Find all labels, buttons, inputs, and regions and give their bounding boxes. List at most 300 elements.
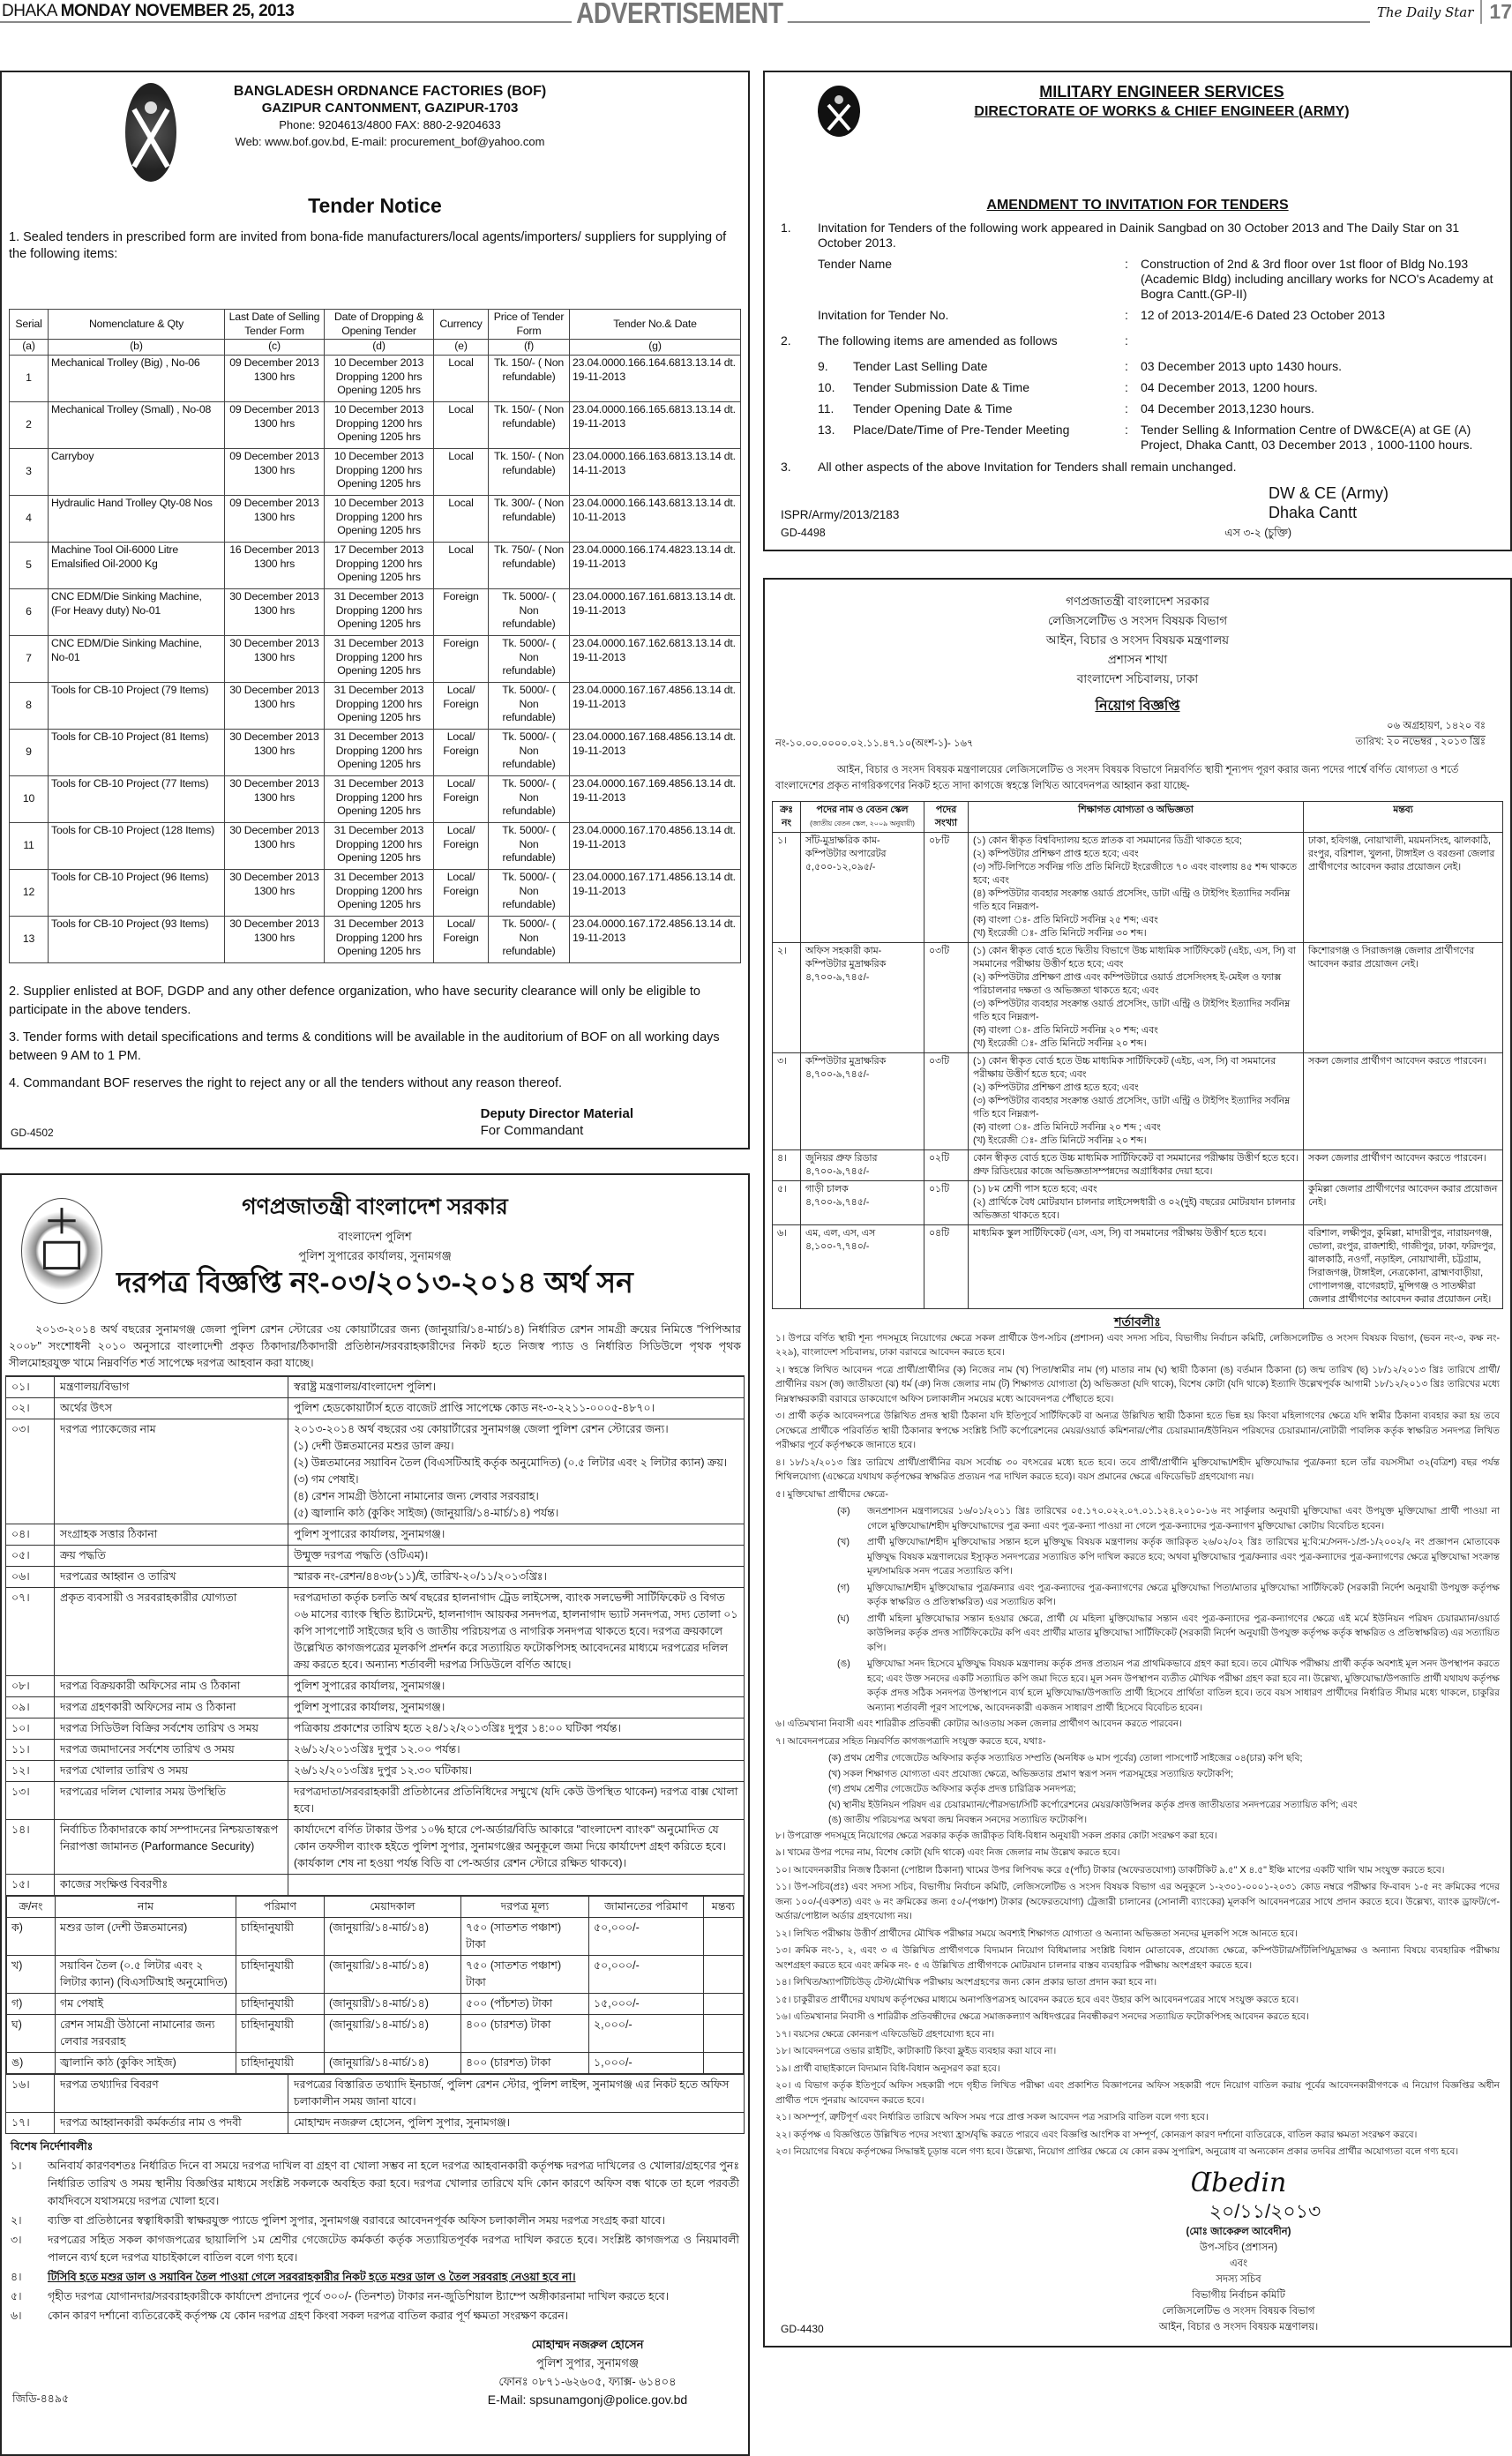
currency-cell: Local: [434, 496, 489, 543]
row-value: [288, 1875, 745, 1896]
amended-items: [781, 359, 1494, 453]
selling-date-cell: 09 December 2013 1300 hrs: [225, 356, 325, 402]
section-title: ADVERTISEMENT: [572, 0, 788, 30]
value-line: পত্রিকায় প্রকাশের তারিখ হতে ২৪/১২/২০১৩খ্রিঃ দুপুর ১৪:০০ ঘটিকা পর্যন্ত।: [294, 1722, 621, 1734]
instruction-item: [11, 2157, 739, 2210]
item-label: Place/Date/Time of Pre-Tender Meeting: [853, 423, 1070, 437]
signatory-line: (মোঃ জাকেরুল আবেদীন): [1186, 2226, 1291, 2237]
row-number: ০৩।: [6, 1419, 55, 1524]
work-summary-table: [6, 1896, 744, 2074]
table-row: [10, 356, 741, 402]
qualification-line: (ক) বাংলা ঃ- প্রতি মিনিটে সর্বনিম্ন ২৫ শব্দ; এবং: [973, 915, 1158, 925]
row-value: [288, 1820, 745, 1875]
item-cell: Machine Tool Oil-6000 Litre Emalsified Oil-2000 Kg: [49, 543, 225, 589]
post-cell: [801, 1181, 924, 1225]
row-label: ক্রয় পদ্ধতি: [55, 1546, 288, 1567]
bof-top: [9, 81, 741, 309]
masthead: [1370, 0, 1512, 24]
serial-cell: ৫।: [773, 1181, 801, 1225]
count-cell: ০৩টি: [924, 943, 969, 1053]
signatory-for: For Commandant: [480, 1123, 584, 1138]
row-label: নির্বাচিত ঠিকাদারকে কার্য সম্পাদনের নিশ্চয়তাস্বরূপ নিরাপত্তা জামানত (Parformance Security): [55, 1820, 288, 1875]
column-letter: (c): [225, 340, 325, 356]
table-row: [6, 1546, 745, 1567]
closing-row: [781, 460, 1494, 475]
row-label: দরপত্র গ্রহণকারী অফিসের নাম ও ঠিকানা: [55, 1697, 288, 1718]
govt-name: গণপ্রজাতন্ত্রী বাংলাদেশ সরকার: [242, 1194, 508, 1219]
table-row: [773, 1181, 1503, 1225]
price-cell: Tk. 5000/- ( Non refundable): [489, 917, 570, 963]
signature-date: ২০/১১/২০১৩: [1209, 2199, 1321, 2222]
opening-date-cell: 31 December 2013 Dropping 1200 hrs Opening 1205 hrs: [325, 636, 434, 683]
selling-date-cell: 30 December 2013 1300 hrs: [225, 683, 325, 730]
cell-name: রেশন সামগ্রী উঠানো নামানোর জন্য লেবার সরবরাহ: [56, 2015, 236, 2053]
tender-no-cell: 23.04.0000.166.174.4823.13.14 dt. 19-11-2013: [570, 543, 741, 589]
colon: :: [1125, 359, 1128, 373]
value-line: (৪) রেশন সামগ্রী উঠানো নামানোর জন্য লেবার সরবরাহ।: [294, 1490, 539, 1502]
row-label: দরপত্রের আহ্বান ও তারিখ: [55, 1567, 288, 1588]
row-label: অর্থের উৎস: [55, 1398, 288, 1419]
qualification-cell: [969, 833, 1304, 943]
dateline: [2, 2, 299, 21]
cell-period: (জানুয়ারি/১৪-মার্চ/১৪): [325, 1918, 461, 1956]
cell-qty: চাহিদানুযায়ী: [236, 2015, 325, 2053]
column-title: পদের সংখ্যা: [934, 805, 958, 828]
column-letter: (g): [570, 340, 741, 356]
condition-item: ২০। এ বিভাগ কর্তৃক ইতিপূর্বে অফিস সহকারী পদে গৃহীত লিখিত পরীক্ষা এবং প্রকাশিত বিজ্ঞাপনের অফিস সহকারী পদে নিয়োগ বাতিল করায় পূর্বের আবেদনকারীগণকে এ নিয়োগ বিজ্ঞপ্তির অধীন প্রার্থীত পদে পুনরায় আবেদন করতে হবে।: [775, 2080, 1500, 2106]
column-header: Nomenclature & Qty: [49, 310, 225, 340]
table-row: [6, 1398, 745, 1419]
column-header: Tender No.& Date: [570, 310, 741, 340]
signatory-line: সদস্য সচিব: [1216, 2273, 1261, 2285]
qualification-line: (খ) ইংরেজী ঃ- প্রতি মিনিটে সর্বনিম্ন ২০ শব্দ।: [973, 1135, 1147, 1146]
condition-item: ১৮। আবেদনপত্রে ওভার রাইটিং, কাটাকাটি কিংবা ফ্লুইড ব্যবহার করা যাবে না।: [775, 2046, 1057, 2056]
para-text: The following items are amended as follows: [818, 333, 1058, 348]
count-cell: ০৩টি: [924, 1053, 969, 1150]
selling-date-cell: 30 December 2013 1300 hrs: [225, 870, 325, 917]
subitem-text: প্রার্থী মুক্তিযোদ্ধা/শহীদ মুক্তিযোদ্ধার সন্তান হলে মুক্তিযুদ্ধ বিষয়ক মন্ত্রণালয় কর্তৃক জারিকৃত ২৬/০২/০২ খ্রিঃ তারিখের মু:বি:ম:/সনদ-১/প্র-১/২০০২/২ নং প্রজ্ঞাপন মোতাবেক মুক্তিযুদ্ধ বিষয়ক মন্ত্রণালয়ের ইস্যুকৃত সনদপত্রের সত্যায়িত কপি দাখিল করতে হবে; অথবা মুক্তিযোদ্ধার পুত্র/কন্যার এবং পুত্র-কন্যাদের পুত্র-কন্যাগণের ক্ষেত্রে মুক্তিযোদ্ধা সংক্রান্ত মূল/সাময়িক সনদ পত্রের সত্যায়িত কপি।: [867, 1537, 1500, 1576]
instruction-text: টিসিবি হতে মশুর ডাল ও সয়াবিন তৈল পাওয়া গেলে সরবরাহকারীর নিকট হতে মশুর ডাল ও তৈল সরবরাহ নেওয়া হবে না।: [48, 2271, 576, 2283]
serial-cell: 9: [10, 730, 49, 776]
selling-date-cell: 09 December 2013 1300 hrs: [225, 402, 325, 449]
value-line: পুলিশ সুপারের কার্যালয়, সুনামগঞ্জ।: [294, 1680, 445, 1692]
table-row: [6, 2113, 745, 2134]
table-row: [7, 1956, 744, 1994]
condition-item: ২১। অসম্পূর্ণ, ত্রুটিপূর্ণ এবং নির্ধারিত তারিখে অফিস সময় পরে প্রাপ্ত সকল আবেদন পত্র সরাসরি বাতিল বলে গণ্য হবে।: [775, 2112, 1209, 2123]
subitem-key: (ঙ): [837, 1659, 850, 1669]
right-column: [763, 71, 1512, 2347]
row-value: [288, 1398, 745, 1419]
table-row: [10, 543, 741, 589]
column-title: শিক্ষাগত যোগ্যতা ও অভিজ্ঞতা: [1078, 805, 1194, 815]
signatory-name: মোহাম্মদ নজরুল হোসেন: [531, 2338, 644, 2351]
row-number: ১৬।: [6, 2075, 55, 2113]
condition-subitem: [775, 1535, 1500, 1579]
serial-cell: ২।: [773, 943, 801, 1053]
row-number: ১২।: [6, 1761, 55, 1782]
cell-name: সয়াবিন তৈল (০.৫ লিটার এবং ২ লিটার ক্যান) (বিএসটিআই অনুমোদিত): [56, 1956, 236, 1994]
instruction-text: গৃহীত দরপত্র যোগানদার/সরবরাহকারীকে কার্যাদেশ প্রদানের পূর্বে ৩০০/- (তিনশত) টাকার নন-জুডিশিয়াল ষ্ট্যাম্পে অঙ্গীকারনামা দাখিল করতে হবে।: [48, 2290, 670, 2302]
signatory-title: পুলিশ সুপার, সুনামগঞ্জ: [535, 2356, 640, 2370]
amended-item: [781, 423, 1494, 453]
value-line: দরপত্রদাতা কর্তৃক চলতি অর্থ বছরের হালনাগাদ ট্রেড লাইসেন্স, ব্যাংক সলভেন্সী সার্টিফিকেট ও বিগত ০৬ মাসের ব্যাংক স্থিতি ষ্ট্যাটমেন্ট, হালনাগাদ আয়কর সনদপত্র, হালনাগাদ ভ্যাট সনদপত্র, সদ্য তোলা ০১ কপি সাপপোর্ট সাইজের ছবি ও জাতীয় পরিচয়পত্র ও নাগরিক সনদপত্র থাকতে হবে। দরপত্র ক্রয়কালে উল্লেখিত কাগজপত্রের মূলকপি প্রদর্শন করে সত্যায়িত ফটোকপিসহ আবেদনের মাধ্যমে দরপত্রের দলিল ক্রয় করতে হবে। অন্যান্য শর্তাবলী দরপত্র সিডিউলে বর্ণিত আছে।: [294, 1591, 738, 1671]
row-value: [288, 1524, 745, 1546]
cell-deposit: ২,০০০/-: [589, 2015, 704, 2053]
table-row: [773, 833, 1503, 943]
row-label: দরপত্র সিডিউল বিক্রির সর্বশেষ তারিখ ও সময়: [55, 1718, 288, 1740]
subitem-text: মুক্তিযোদ্ধা/শহীদ মুক্তিযোদ্ধার পুত্র/কন্যার এবং পুত্র-কন্যাদের পুত্র-কন্যাগণের ক্ষেত্রে মুক্তিযোদ্ধা পিতা/মাতার মুক্তিযোদ্ধা সার্টিফিকেট (সরকারী নির্দেশ অনুযায়ী উপযুক্ত কর্তৃপক্ষ কর্তৃক স্বাক্ষরিত ও প্রতিস্বাক্ষরিত) এর সত্যায়িত কপি।: [867, 1582, 1500, 1607]
qualification-line: (৪) কম্পিউটার ব্যবহার সংক্রান্ত ওয়ার্ড প্রসেসিং, ডাটা এন্ট্রি ও টাইপিং ইত্যাদির সর্বনিম্ন গতি হবে নিম্নরূপ-: [973, 888, 1291, 912]
ad-code: GD-4430: [781, 2322, 824, 2335]
mes-body: [781, 221, 1494, 541]
notice-title: Tender Notice: [308, 194, 442, 217]
date-label: তারিখ:: [1355, 737, 1384, 747]
memo-line: [772, 718, 1503, 753]
column-header: Price of Tender Form: [489, 310, 570, 340]
value-line: পুলিশ হেডকোয়ার্টার্স হতে বাজেট প্রাপ্তি সাপেক্ষে কোড নং-৩-২২১১-০০০৫-৪৮৭০।: [294, 1402, 655, 1414]
header-line: লেজিসলেটিভ ও সংসদ বিষয়ক বিভাগ: [1047, 614, 1228, 627]
tender-no-cell: 23.04.0000.167.162.6813.13.14 dt. 19-11-2013: [570, 636, 741, 683]
ministry-header: [772, 587, 1503, 689]
column-title: মন্তব্য: [1393, 805, 1413, 815]
column-header: দরপত্র মূল্য: [461, 1897, 589, 1918]
post-cell: [801, 1225, 924, 1309]
count-cell: ০৪টি: [924, 1225, 969, 1309]
selling-date-cell: 09 December 2013 1300 hrs: [225, 496, 325, 543]
condition-item: ১৪। লিখিত/অ্যাপটিচিউড্ টেস্ট/মৌখিক পরীক্ষায় অংশগ্রহণের জন্য কোন প্রকার ভাতা প্রদান করা হবে না।: [775, 1977, 1157, 1988]
table-row: [6, 1419, 745, 1524]
condition-item: ৭। আবেদনপত্রের সহিত নিম্নবর্ণিত কাগজপত্রাদি সংযুক্ত করতে হবে, যথাঃ-: [775, 1735, 1046, 1747]
contact-phone: ফোনঃ ০৮৭১-৬২৬০৫, ফ্যাক্স- ৬১৪০৪: [498, 2375, 677, 2388]
column-header: Date of Dropping & Opening Tender: [325, 310, 434, 340]
condition-item: ৬। এতিমখানা নিবাসী এবং শারিরীক প্রতিবন্ধী কোটার আওতায় সকল জেলার প্রার্থীগণ আবেদন করতে পারবেন।: [775, 1718, 1182, 1729]
remark-cell: সকল জেলার প্রার্থীগণ আবেদন করতে পারবেন।: [1304, 1053, 1503, 1150]
row-number: ০৫।: [6, 1546, 55, 1567]
condition-subitem: (ঘ) স্থানীয় ইউনিয়ন পরিষদ এর চেয়ারম্যান/পৌরসভা/সিটি কর্পোরেশনের মেয়র/কাউন্সিলর কর্তৃক প্রদত্ত জাতীয়তার সনদপত্রের সত্যায়িত কপি; এবং: [828, 1799, 1358, 1810]
org-name: MILITARY ENGINEER SERVICES: [1039, 83, 1284, 101]
mes-header: [888, 83, 1435, 120]
signatory: DW & CE (Army): [1269, 484, 1388, 502]
serial-cell: 2: [10, 402, 49, 449]
org-name: BANGLADESH ORDNANCE FACTORIES (BOF): [233, 84, 547, 99]
post-cell: [801, 833, 924, 943]
cell-remark: [704, 1918, 744, 1956]
serial-cell: 7: [10, 636, 49, 683]
remark-cell: সকল জেলার প্রার্থীগণ আবেদন করতে পারবেন।: [1304, 1150, 1503, 1181]
notice-title: নিয়োগ বিজ্ঞপ্তি: [1095, 699, 1180, 714]
tender-no-cell: 23.04.0000.166.164.6813.13.14 dt. 19-11-2013: [570, 356, 741, 402]
table-row: [6, 1782, 745, 1820]
row-label: কাজের সংক্ষিপ্ত বিবরণীঃ: [55, 1875, 288, 1896]
qualification-line: (১) কোন স্বীকৃত বোর্ড হতে দ্বিতীয় বিভাগে উচ্চ মাধ্যমিক সার্টিফিকেট (এইচ, এস, সি) বা সমমানের পরীক্ষায় উত্তীর্ণ হতে হবে; এবং: [973, 946, 1296, 970]
table-row: [6, 1567, 745, 1588]
opening-date-cell: 31 December 2013 Dropping 1200 hrs Opening 1205 hrs: [325, 776, 434, 823]
serial-cell: ৪।: [773, 1150, 801, 1181]
row-number: ০৯।: [6, 1697, 55, 1718]
notice-title: AMENDMENT TO INVITATION FOR TENDERS: [986, 198, 1289, 213]
selling-date-cell: 30 December 2013 1300 hrs: [225, 917, 325, 963]
row-label: দরপত্রের দলিল খোলার সময় উপস্থিতি: [55, 1782, 288, 1820]
qualification-line: (২) কম্পিউটার প্রশিক্ষণ প্রাপ্ত এবং কম্পিউটারে ওয়ার্ড প্রসেসিংসহ ই-মেইল ও ফ্যাক্স পরিচালনার দক্ষতা ও অভিজ্ঞতা থাকতে হবে; এবং: [973, 972, 1282, 996]
signatory: Deputy Director Material: [480, 1106, 633, 1121]
column-letter: (e): [434, 340, 489, 356]
table-row: [7, 1918, 744, 1956]
row-number: ১১।: [6, 1740, 55, 1761]
instruction-number: ৫।: [11, 2290, 22, 2302]
column-header: ক্র/নং: [7, 1897, 56, 1918]
table-row: [6, 1697, 745, 1718]
colon: :: [1125, 308, 1128, 322]
condition-item: ১৬। এতিমখানার নিবাসী ও শারিরীক প্রতিবন্ধীদের ক্ষেত্রে সমাজকল্যাণ অধিদপ্তরের নিবন্ধীকরণ সনদের সত্যায়িত ফটোকপিসহ আবেদন করতে হবে।: [775, 2011, 1309, 2022]
table-row: [10, 870, 741, 917]
pay-scale: ৪,৭০০-৯,৭৪৫/-: [805, 1166, 870, 1177]
value-line: ২৬/১২/২০১৩খ্রিঃ দুপুর ১২.০০ পর্যন্ত।: [294, 1743, 460, 1756]
table-row: [773, 1150, 1503, 1181]
column-header: [801, 802, 924, 833]
opening-date-cell: 10 December 2013 Dropping 1200 hrs Opening 1205 hrs: [325, 402, 434, 449]
serial-cell: 4: [10, 496, 49, 543]
selling-date-cell: 30 December 2013 1300 hrs: [225, 823, 325, 870]
dateline-date: MONDAY NOVEMBER 25, 2013: [60, 2, 295, 20]
item-cell: Tools for CB-10 Project (77 Items): [49, 776, 225, 823]
serial-cell: ৬।: [773, 1225, 801, 1309]
qualification-line: (৩) কম্পিউটার ব্যবহার সংক্রান্ত ওয়ার্ড প্রসেসিং, ডাটা এন্ট্রি ও টাইপিং ইত্যাদির সর্বনিম্ন গতি হবে নিম্নরূপ-: [973, 1096, 1291, 1119]
serial-cell: 1: [10, 356, 49, 402]
qualification-line: (খ) ইংরেজী ঃ- প্রতি মিনিটে সর্বনিম্ন ৩০ শব্দ।: [973, 928, 1147, 939]
qualification-line: (১) কোন স্বীকৃত বিশ্ববিদ্যালয় হতে স্নাতক বা সমমানের ডিগ্রী থাকতে হবে;: [973, 835, 1242, 846]
handwritten-signature: Ɑbedin: [1190, 2167, 1287, 2198]
special-title: বিশেষ নির্দেশাবলীঃ: [11, 2140, 94, 2153]
currency-cell: Local: [434, 449, 489, 496]
row-label: সংগ্রাহক সত্তার ঠিকানা: [55, 1524, 288, 1546]
row-label: দরপত্র আহ্বানকারী কর্মকর্তার নাম ও পদবী: [55, 2113, 288, 2134]
post-name: কম্পিউটার মুদ্রাক্ষরিক: [805, 1056, 887, 1067]
price-cell: Tk. 150/- ( Non refundable): [489, 402, 570, 449]
serial-cell: 11: [10, 823, 49, 870]
mes-footer: [781, 526, 1494, 541]
row-label: মন্ত্রণালয়/বিভাগ: [55, 1377, 288, 1398]
row-number: ০৪।: [6, 1524, 55, 1546]
condition-item: ৯। খামের উপর পদের নাম, বিশেষ কোটা (যদি থাকে) এবং নিজ জেলার নাম উল্লেখ করতে হবে।: [775, 1847, 1120, 1858]
table-row: [10, 683, 741, 730]
table-row: [10, 636, 741, 683]
instruction-text: দরপত্রের সহিত সকল কাগজপত্রের ছায়ালিপি ১ম শ্রেণীর গেজেটেড কর্মকর্তা কর্তৃক সত্যায়িতপূর্বক দরপত্র দাখিল করতে হবে। সংশ্লিষ্ট কাগজপত্র ও নিয়মাবলী পালনে ব্যর্থ হলে দরপত্র যাচাইকালে বাতিল বলে গণ্য হবে।: [48, 2234, 739, 2264]
cell-qty: চাহিদানুযায়ী: [236, 1918, 325, 1956]
condition-item: ২। স্বহস্তে লিখিত আবেদন পত্রে প্রার্থী/প্রার্থীনির (ক) নিজের নাম (খ) পিতা/স্বামীর নাম (গ) মাতার নাম (ঘ) স্থায়ী ঠিকানা (ঙ) বর্তমান ঠিকানা (চ) জন্ম তারিখ (ছ) ১৮/১২/২০১৩ খ্রিঃ তারিখে প্রার্থী/প্রার্থীনির বয়স (জ) জাতীয়তা (ঝ) ধর্ম (ঞ) নিজ জেলার নাম (ট) শিক্ষাগত যোগ্যতা (ঠ) অভিজ্ঞতা (যদি থাকে), বিশেষ কোটা (যদি থাকে) ইত্যাদি উল্লেখপূর্বক আগামী ১৮/১২/২০১৩ খ্রিঃ তারিখের মধ্যে নিম্নস্বাক্ষরকারী বরাবরে ডাকযোগে অফিস চলাকালীন সময়ের মধ্যে আবেদনপত্র পৌঁছাতে হবে।: [775, 1364, 1500, 1404]
signature-block: [1269, 483, 1388, 522]
table-row: [6, 1875, 745, 1896]
org-web: Web: www.bof.gov.bd, E-mail: procurement_bof@yahoo.com: [235, 135, 545, 148]
pay-scale: ৪,১০০-৭,৭৪০/-: [805, 1241, 870, 1252]
instruction-number: ২।: [11, 2214, 22, 2227]
condition-item: ১। উপরে বর্ণিত স্থায়ী শূন্য পদসমূহে নিয়োগের ক্ষেত্রে সকল প্রার্থীকে উপ-সচিব (প্রশাসন) এবং সদস্য সচিব, বিভাগীয় নির্বাচন কমিটি, লেজিসলেটিভ ও সংসদ বিষয়ক বিভাগ, (ভবন নং-৩, কক্ষ নং- ২২৯), বাংলাদেশ সচিবালয়, ঢাকা বরাবরে আবেদন করতে হবে।: [775, 1332, 1500, 1358]
tender-details-table: [5, 1376, 745, 2134]
cell-name: জ্বালানি কাঠ (কুকিং সাইজ): [56, 2053, 236, 2074]
condition-subitem: [775, 1504, 1500, 1533]
signatory-line: বিভাগীয় নির্বাচন কমিটি: [1192, 2289, 1285, 2301]
row-number: ১৭।: [6, 2113, 55, 2134]
price-cell: Tk. 750/- ( Non refundable): [489, 543, 570, 589]
item-cell: Tools for CB-10 Project (93 Items): [49, 917, 225, 963]
price-cell: Tk. 5000/- ( Non refundable): [489, 776, 570, 823]
item-number: 9.: [818, 359, 828, 373]
memo-number: নং-১০.০০.০০০০.০২.১১.৪৭.১০(অংশ-১)- ১৬৭: [775, 738, 974, 749]
newspaper-logo: The Daily Star: [1376, 4, 1474, 20]
qualification-cell: [969, 1150, 1304, 1181]
subitem-text: মুক্তিযোদ্ধা সনদ হিসেবে মুক্তিযুদ্ধ বিষয়ক মন্ত্রণালয় কর্তৃক প্রদত্ত প্রত্যয়ন পত্র প্রাথমিকভাবে গ্রহণ করা হবে। তবে মৌখিক পরীক্ষায় প্রার্থী কর্তৃক অবশ্যই মূল সনদ উপস্থাপন করতে হবে; এবং উক্ত সনদের একটি সত্যায়িত কপি জমা দিতে হবে। মূল সনদ উপস্থাপন ব্যতীত মৌখিক পরীক্ষা গ্রহণ করা হবে না। উল্লেখ্য, মুক্তিযোদ্ধা/উপজাতি প্রার্থী যথাযথ কর্তৃপক্ষ কর্তৃক প্রদত্ত সঠিক সনদপত্র উপস্থাপনে ব্যর্থ হলে মুক্তিযোদ্ধা/উপজাতি প্রার্থী হিসেবে প্রার্থিতা বাতিল হবে। তবে বয়স সাধারণ প্রার্থীদের নির্ধারিত সীমার মধ্যে থাকলে, চাকুরির অন্যান্য শর্তাবলী পূরণ সাপেক্ষে, আবেদনকারী একজন সাধারণ প্রার্থী হিসেবে বিবেচিত হবেন।: [867, 1659, 1500, 1713]
table-row: [773, 1053, 1503, 1150]
opening-date-cell: 17 December 2013 Dropping 1200 hrs Opening 1205 hrs: [325, 543, 434, 589]
condition-item: ১৩। ক্রমিক নং-১, ২, এবং ৩ এ উল্লিখিত প্রার্থীগণকে বিদ্যমান নিয়োগ বিধিমালার সংশ্লিষ্ট বিধান মোতাবেক, প্রযোজ্য ক্ষেত্রে, কম্পিউটার/সাঁটলিপি/মুদ্রাক্ষর ও অন্যান্য বিষয়ে ব্যবহারিক পরীক্ষায় অংশগ্রহণ করতে হবে এবং ক্রমিক নং- ৫ এ উল্লিখিত প্রার্থীগণকে মোটরযান চালনার বাস্তব ব্যবহারিক পরীক্ষায় অংশগ্রহণ করতে হবে।: [775, 1945, 1500, 1971]
row-value: [288, 1761, 745, 1782]
qualification-line: (২) কম্পিউটার প্রশিক্ষণ প্রাপ্ত হতে হবে; এবং: [973, 1082, 1139, 1093]
cell-period: (জানুয়ারি/১৪-মার্চ/১৪): [325, 1956, 461, 1994]
signatory-location: Dhaka Cantt: [1269, 504, 1358, 521]
price-cell: Tk. 5000/- ( Non refundable): [489, 823, 570, 870]
notice-intro: আইন, বিচার ও সংসদ বিষয়ক মন্ত্রণালয়ের লেজিসলেটিভ ও সংসদ বিষয়ক বিভাগে নিম্নবর্ণিত স্থায়ী শূন্যপদ পূরণ করার জন্য পদের পার্শ্বে বর্ণিত যোগ্যতা ও শর্তে বাংলাদেশের প্রকৃত নাগরিকগণের নিকট হতে সাদা কাগজে স্বহস্তে লিখিত আবেদনপত্র আহ্বান করা যাচ্ছে-: [775, 765, 1459, 791]
org-address: GAZIPUR CANTONMENT, GAZIPUR-1703: [261, 101, 519, 116]
condition-item: ৮। উপরোক্ত পদসমূহে নিয়োগের ক্ষেত্রে সরকার কর্তৃক জারীকৃত বিধি-বিধান অনুযায়ী সকল প্রকার কোটা সংরক্ষণ করা হবে।: [775, 1830, 1217, 1841]
value-line: (১) দেশী উন্নতমানের মশুর ডাল ক্রয়।: [294, 1440, 454, 1452]
condition-subitem: (গ) প্রথম শ্রেণীর গেজেটেড অফিসার কর্তৃক প্রদত্ত চারিত্রিক সনদপত্র;: [828, 1784, 1076, 1794]
serial-cell: 13: [10, 917, 49, 963]
table-row: [10, 449, 741, 496]
police-footer: [5, 2330, 745, 2413]
serial-cell: 3: [10, 449, 49, 496]
cell-deposit: ১,০০০/-: [589, 2053, 704, 2074]
colon: :: [1125, 423, 1128, 437]
conditions-title: শর্তাবলীঃ: [1114, 1314, 1161, 1329]
item-value: 04 December 2013,1230 hours.: [1141, 401, 1314, 416]
dateline-city: DHAKA: [2, 2, 56, 20]
item-label: Tender Opening Date & Time: [853, 401, 1013, 416]
header-line: গণপ্রজাতন্ত্রী বাংলাদেশ সরকার: [1066, 595, 1209, 608]
row-value: [288, 1567, 745, 1588]
condition-item: ২৩। নিয়োগের বিষয়ে কর্তৃপক্ষের সিদ্ধান্তই চূড়ান্ত বলে গণ্য হবে। উল্লেখ্য, নিয়োগ প্রাপ্তির ক্ষেত্রে যে কোন রকম সুপারিশ, অনুরোধ বা অন্যকোন প্রকার তদবির প্রার্থীর অযোগ্যতা বলে গণ্য হবে।: [775, 2146, 1459, 2157]
qualification-cell: [969, 1053, 1304, 1150]
tender-no-cell: 23.04.0000.166.165.6813.13.14 dt. 19-11-2013: [570, 402, 741, 449]
column-letter: (d): [325, 340, 434, 356]
subtable-header: [7, 1897, 744, 1918]
colon: :: [1125, 333, 1128, 348]
column-letter: (a): [10, 340, 49, 356]
qualification-cell: [969, 943, 1304, 1053]
row-value: [288, 1782, 745, 1820]
note-item: 3. Tender forms with detail specifications and terms & conditions will be available in the auditorium of BOF on all working days between 9 AM to 1 PM.: [9, 1030, 720, 1063]
item-label: Tender Last Selling Date: [853, 359, 988, 373]
qualification-line: (১) কোন স্বীকৃত বোর্ড হতে উচ্চ মাধ্যমিক সার্টিফিকেট (এইচ, এস, সি) বা সমমানের পরীক্ষায় উত্তীর্ণ হতে হবে; এবং: [973, 1056, 1276, 1080]
header-line: প্রশাসন শাখা: [1107, 653, 1168, 666]
opening-date-cell: 31 December 2013 Dropping 1200 hrs Opening 1205 hrs: [325, 730, 434, 776]
selling-date-cell: 30 December 2013 1300 hrs: [225, 730, 325, 776]
table-row: [773, 1225, 1503, 1309]
signatory-line: এবং: [1229, 2258, 1248, 2269]
org-phone: Phone: 9204613/4800 FAX: 880-2-9204633: [279, 118, 501, 131]
row-label: দরপত্র প্যাকেজের নাম: [55, 1419, 288, 1524]
value-line: দরপত্রের বিস্তারিত তথ্যাদি ইনচার্জ, পুলিশ রেশন স্টোর, পুলিশ লাইন্স, সুনামগঞ্জ এর নিকট হতে অফিস চলাকালীন সময় জানা যাবে।: [294, 2078, 730, 2108]
header-line: আইন, বিচার ও সংসদ বিষয়ক মন্ত্রণালয়: [1045, 633, 1230, 647]
qualification-line: (৩) কম্পিউটার ব্যবহার সংক্রান্ত ওয়ার্ড প্রসেসিং, ডাটা এন্ট্রি ও টাইপিং ইত্যাদির সর্বনিম্ন গতি হবে নিম্নরূপ-: [973, 999, 1291, 1022]
notice-date: [1356, 718, 1486, 750]
post-name: সাঁট-মুদ্রাক্ষরিক কাম-কম্পিউটার অপারেটর: [805, 835, 887, 859]
qualification-line: (২) প্রার্থিকে বৈধ মোটরযান চালনার লাইসেন্সধারী ও ০২(দুই) বছরের মোটরযান চালনার অভিজ্ঞতা থাকতে হবে।: [973, 1197, 1296, 1221]
row-number: ১০।: [6, 1718, 55, 1740]
item-cell: Mechanical Trolley (Small) , No-08: [49, 402, 225, 449]
table-row: [6, 1524, 745, 1546]
condition-item: ১০। আবেদনকারীর নিজস্ব ঠিকানা (পোষ্টাল ঠিকানা) খামের উপর লিপিবদ্ধ করে ৫(পাঁচ) টাকার (অফেরতযোগ্য) ডাকটিকিট ৯.৫" X ৪.৫" ইঞ্চি মাপের একটি খালি খাম সংযুক্ত করতে হবে।: [775, 1864, 1445, 1876]
bof-header: [205, 83, 575, 150]
mes-top: [781, 81, 1494, 221]
para-number: 1.: [781, 221, 791, 235]
table-row: [10, 776, 741, 823]
signature-block: [481, 1105, 633, 1139]
cell-n: ঙ): [7, 2053, 56, 2074]
column-header: [1304, 802, 1503, 833]
remark-cell: বরিশাল, লক্ষীপুর, কুমিল্লা, মাদারীপুর, নারায়নগঞ্জ, ভোলা, রংপুর, রাজশাহী, গাজীপুর, ঢাকা, ফরিদপুর, ঝালকাঠি, নওগাঁ, নড়াইল, নোয়াখালী, চট্টগ্রাম, সিরাজগঞ্জ, টাঙ্গাইল, নেত্রকোনা, ব্রাহ্মণবাড়ীয়া, গোপালগঞ্জ, বাগেরহাট, মুন্সিগঞ্জ ও সাতক্ষীরা জেলার প্রার্থীগণের আবেদন করার প্রয়োজন নেই।: [1304, 1225, 1503, 1309]
value-line: মোহাম্মদ নজরুল হোসেন, পুলিশ সুপার, সুনামগঞ্জ।: [294, 2116, 511, 2129]
condition-item: ১৭। বয়সের ক্ষেত্রে কোনরূপ এফিডেভিট গ্রহণযোগ্য হবে না।: [775, 2028, 995, 2040]
column-letter: (b): [49, 340, 225, 356]
subitem-text: জনপ্রশাসন মন্ত্রণালয়ের ১৬/০১/২০১১ খ্রিঃ তারিখের ০৫.১৭০.০২২.০৭.০১.১২৪.২০১০-১৬ নং সার্কুলার অনুযায়ী মুক্তিযোদ্ধা এবং উপযুক্ত মুক্তিযোদ্ধা প্রার্থী পাওয়া না গেলে মুক্তিযোদ্ধা/শহীদ মুক্তিযোদ্ধাদের পুত্র কন্যা এবং পুত্র-কন্যা পাওয়া না গেলে পুত্র-কন্যাদের পুত্র-কন্যাগণ মুক্তিযোদ্ধা কোটায় বিবেচিত হবেন।: [867, 1506, 1500, 1531]
cell-price: ৭৫০ (সাতশত পঞ্চাশ) টাকা: [461, 1918, 589, 1956]
cell-remark: [704, 2015, 744, 2053]
row-value: [288, 1419, 745, 1524]
row-number: ১৫।: [6, 1875, 55, 1896]
selling-date-cell: 09 December 2013 1300 hrs: [225, 449, 325, 496]
table-row: [10, 917, 741, 963]
qualification-cell: [969, 1225, 1304, 1309]
police-header: [5, 1180, 745, 1318]
cell-deposit: ১৫,০০০/-: [589, 1994, 704, 2015]
tender-no-cell: 23.04.0000.167.167.4856.13.14 dt. 19-11-2013: [570, 683, 741, 730]
ispr-number: ISPR/Army/2013/2183: [781, 508, 900, 521]
amended-item: [781, 401, 1494, 416]
cell-remark: [704, 1994, 744, 2015]
item-number: 13.: [818, 423, 835, 437]
value-line: পুলিশ সুপারের কার্যালয়, সুনামগঞ্জ।: [294, 1701, 445, 1713]
row-number: ০৮।: [6, 1676, 55, 1697]
opening-date-cell: 31 December 2013 Dropping 1200 hrs Opening 1205 hrs: [325, 870, 434, 917]
item-cell: CNC EDM/Die Sinking Machine, No-01: [49, 636, 225, 683]
currency-cell: Local/ Foreign: [434, 683, 489, 730]
post-name: অফিস সহকারী কাম-কম্পিউটার মুদ্রাক্ষরিক: [805, 946, 887, 970]
row-number: ০৭।: [6, 1588, 55, 1676]
table-row: [6, 1718, 745, 1740]
condition-subitem: [775, 1612, 1500, 1656]
item-cell: Carryboy: [49, 449, 225, 496]
currency-cell: Local: [434, 543, 489, 589]
signatory-line: উপ-সচিব (প্রশাসন): [1199, 2242, 1278, 2253]
field-label: Invitation for Tender No.: [818, 308, 949, 322]
office-name: পুলিশ সুপারের কার্যালয়, সুনামগঞ্জ: [298, 1249, 452, 1262]
value-line: স্মারক নং-রেশন/৪৪৩৮(১১)/ই, তারিখ-২০/১১/২০১৩খ্রিঃ।: [294, 1570, 548, 1583]
condition-subitem: (ক) প্রথম শ্রেণীর গেজেটেড অফিসার কর্তৃক সত্যায়িত সম্প্রতি (অনধিক ৬ মাস পূর্বের) তোলা পাসপোর্ট সাইজের ০৪(চার) কপি ছবি;: [828, 1753, 1303, 1763]
remark-cell: কুমিল্লা জেলার প্রার্থীগণের আবেদন করার প্রয়োজন নেই।: [1304, 1181, 1503, 1225]
table-row: [773, 943, 1503, 1053]
qualification-line: মাধ্যমিক স্কুল সার্টিফিকেট (এস, এস, সি) বা সমমানের পরীক্ষায় উত্তীর্ণ হতে হবে।: [973, 1228, 1267, 1239]
org-directorate: DIRECTORATE OF WORKS & CHIEF ENGINEER (ARMY): [974, 104, 1350, 119]
item-value: 04 December 2013, 1200 hours.: [1141, 380, 1318, 394]
instruction-item: [11, 2288, 739, 2305]
colon: :: [1125, 380, 1128, 394]
dept-name: বাংলাদেশ পুলিশ: [338, 1230, 412, 1243]
cell-price: ৫০০ (পাঁচশত) টাকা: [461, 1994, 589, 2015]
cell-qty: চাহিদানুযায়ী: [236, 1994, 325, 2015]
qualification-line: (ক) বাংলা ঃ- প্রতি মিনিটে সর্বনিম্ন ২০ শব্দ ; এবং: [973, 1122, 1161, 1133]
qualification-line: (৩) সাঁট-লিপিতে সর্বনিম্ন গতি প্রতি মিনিটে ইংরেজীতে ৭০ এবং বাংলায় ৪৫ শব্দ থাকতে হবে; এবং: [973, 862, 1297, 886]
date-bengali: ০৬ অগ্রহায়ণ, ১৪২০ বঃ: [1387, 721, 1486, 731]
value-line: (২) উন্নতমানের সয়াবিন তৈল (বিএসটিআই কর্তৃক অনুমোদিত) (০.৫ লিটার এবং ২ লিটার ক্যান) ক্রয়।: [294, 1456, 728, 1469]
